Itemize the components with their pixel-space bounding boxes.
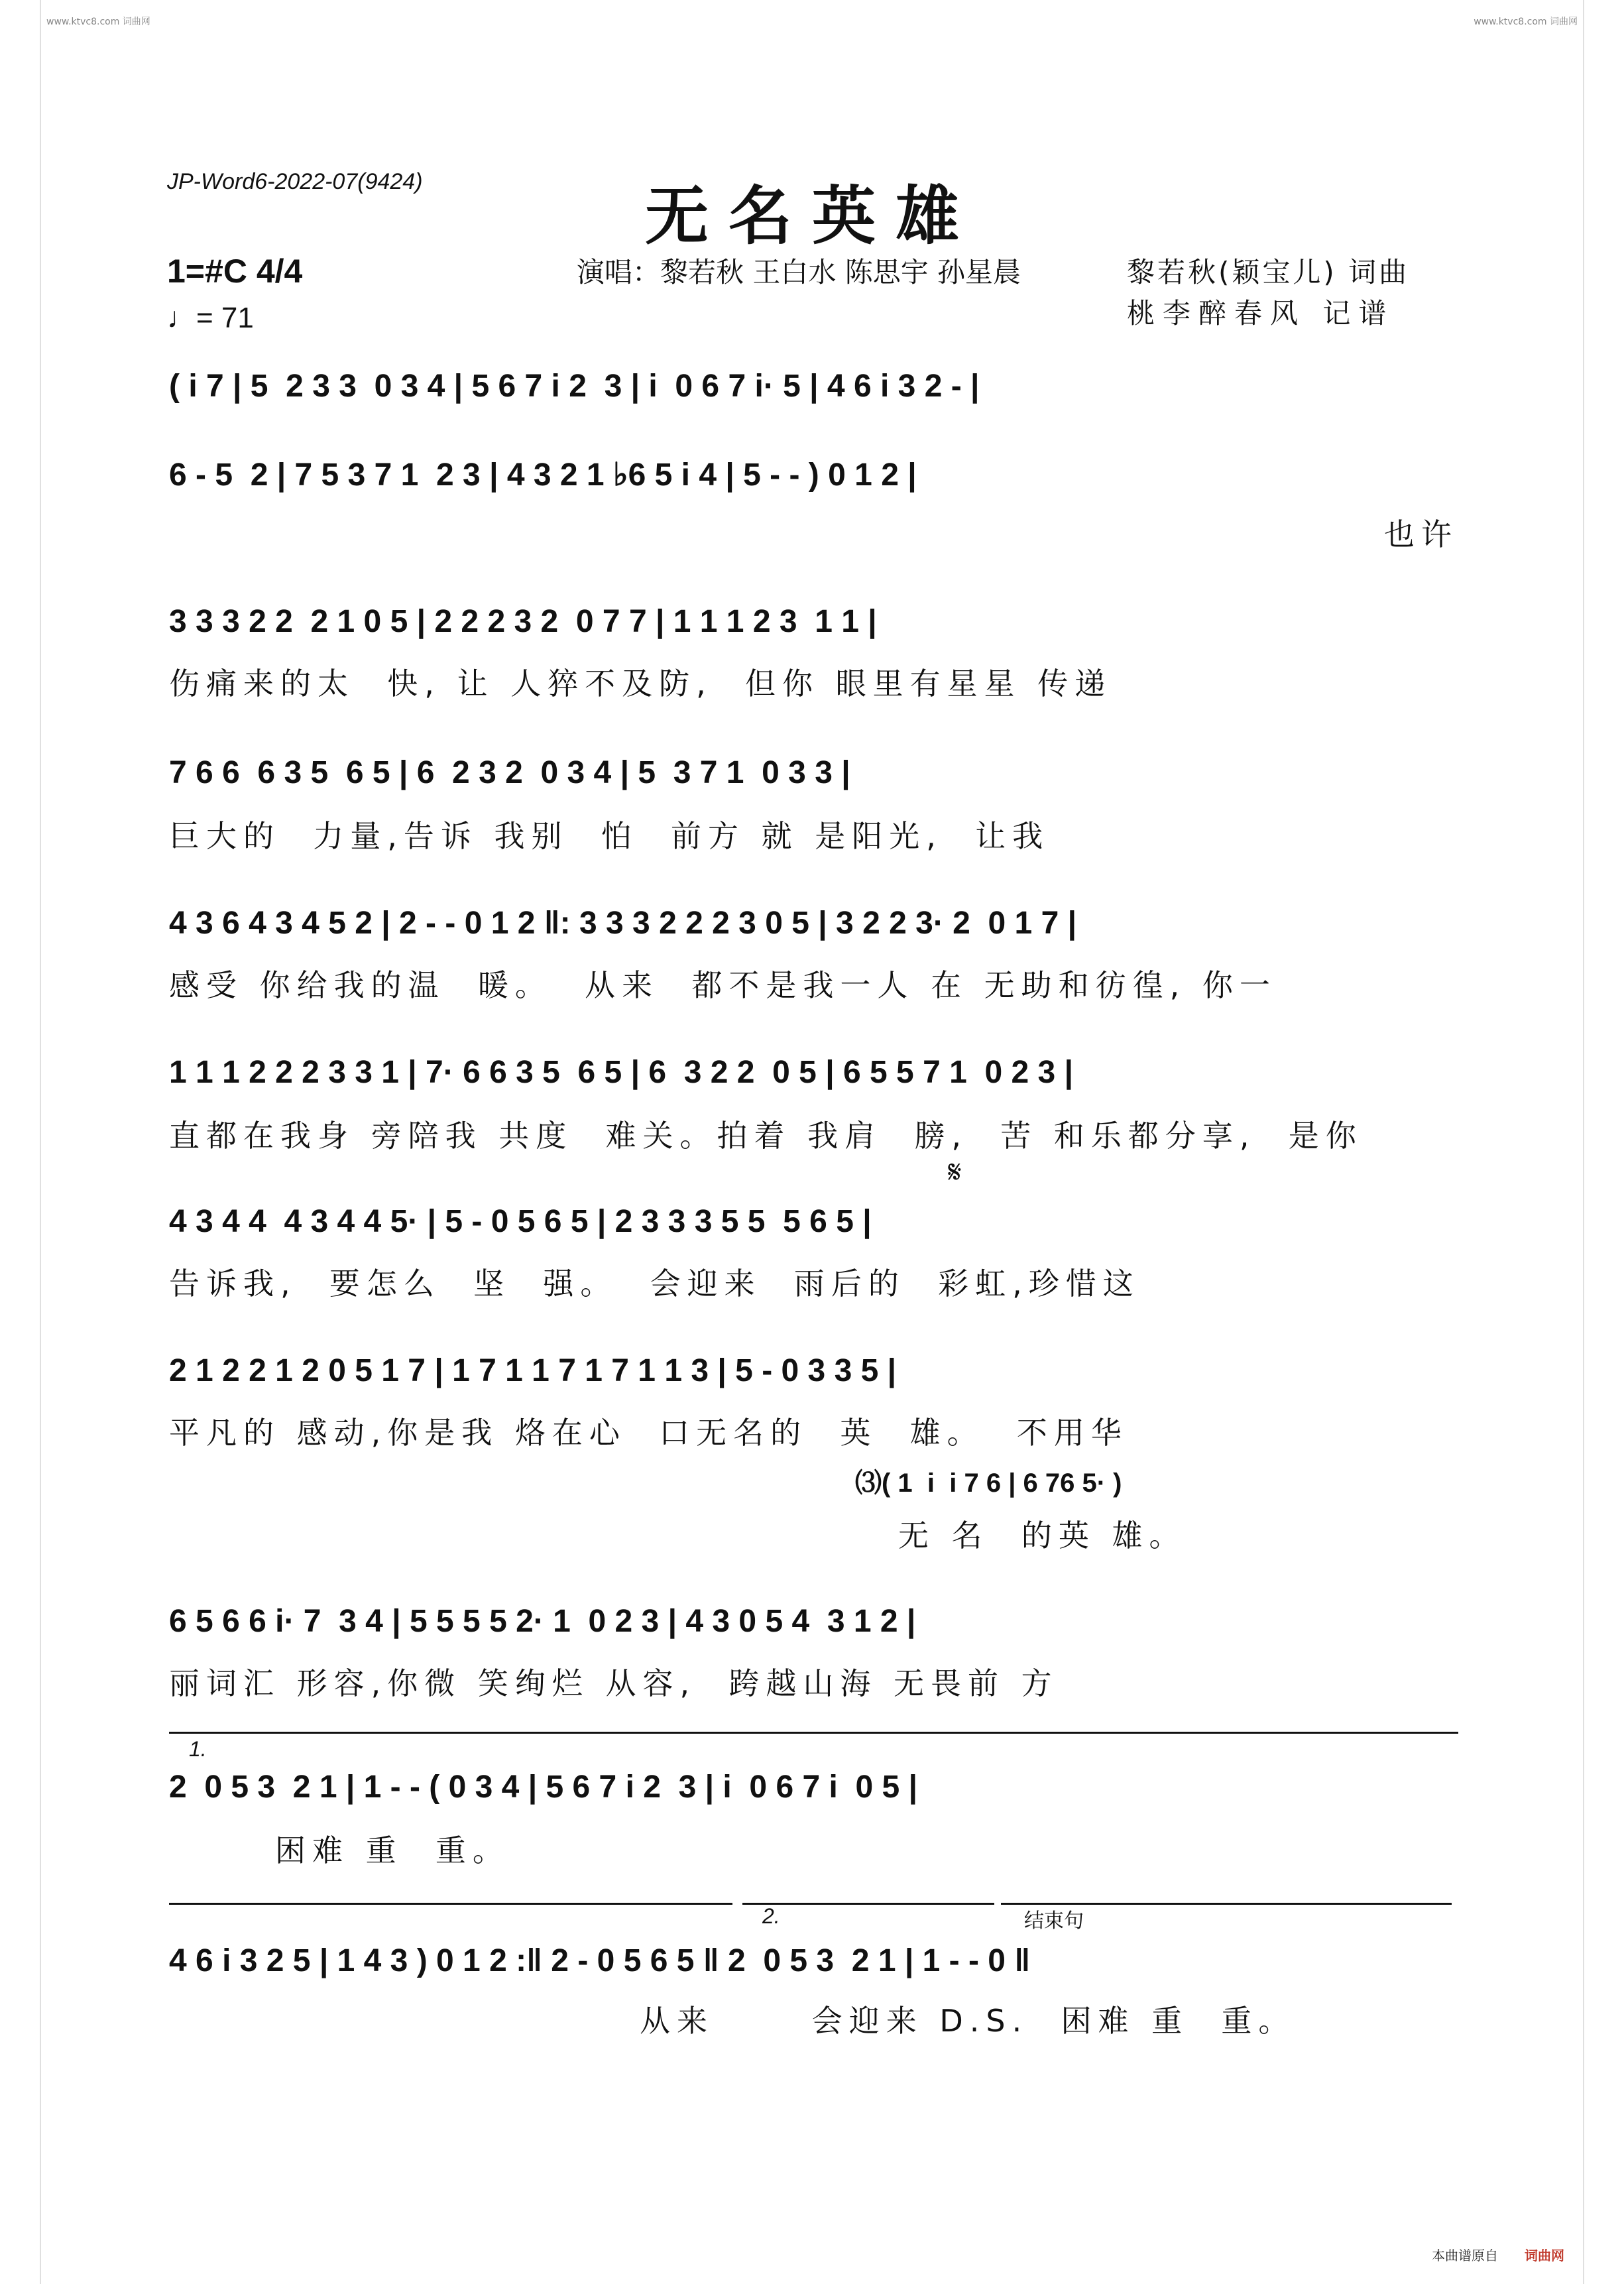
score-line-5-lyrics: 感受 你给我的温 暖。 从来 都不是我一人 在 无助和彷徨, 你一 [169,967,1277,1003]
score-line-11-notes: 4 6 i 3 2 5 | 1 4 3 ) 0 1 2 :‖ 2 - 0 5 6 5 ‖ 2 0 5 3 2 1 | 1 - - 0 ‖ [169,1943,1031,1978]
score-line-9-notes: 6 5 6 6 i· 7 3 4 | 5 5 5 5 2· 1 0 2 3 | 4 3 0 5 4 3 1 2 | [169,1604,916,1639]
score-line-6-lyrics: 直都在我身 旁陪我 共度 难关。拍着 我肩 膀, 苦 和乐都分享, 是你 [169,1118,1363,1154]
score-line-4-lyrics: 巨大的 力量,告诉 我别 怕 前方 就 是阳光, 让我 [169,818,1050,854]
volta-2-bracket [742,1903,994,1905]
score-ossia-notes: ⑶( 1 i i 7 6 | 6 76 5· ) [855,1469,1122,1498]
score-line-10-lyrics: 困难 重 重。 [275,1833,510,1868]
score-line-4-notes: 7 6 6 6 3 5 6 5 | 6 2 3 2 0 3 4 | 5 3 7 1 0 3 3 | [169,755,850,790]
score-line-2-lyrics: 也许 [1384,516,1458,552]
transcriber-credit: 桃李醉春风 记谱 [1127,297,1395,330]
footer-source-text: 本曲谱原自 [1432,2248,1498,2263]
volta-1-label: 1. [189,1737,207,1761]
watermark-top-right: www.ktvc8.com 词曲网 [1474,17,1578,27]
score-line-5-notes: 4 3 6 4 3 4 5 2 | 2 - - 0 1 2 ‖: 3 3 3 2 2 2 3 0 5 | 3 2 2 3· 2 0 1 7 | [169,906,1077,941]
tempo-marking: ♩= 71 [167,302,254,334]
volta-1-bracket [169,1732,1458,1734]
ending-label: 结束句 [1024,1909,1084,1933]
score-line-9-lyrics: 丽词汇 形容,你微 笑绚烂 从容, 跨越山海 无畏前 方 [169,1665,1059,1701]
score-line-3-notes: 3 3 3 2 2 2 1 0 5 | 2 2 2 3 2 0 7 7 | 1 1 1 2 3 1 1 | [169,604,877,639]
watermark-top-left: www.ktvc8.com 词曲网 [46,17,150,27]
score-line-1-notes: ( i 7 | 5 2 3 3 0 3 4 | 5 6 7 i 2 3 | i 0 6 7 i· 5 | 4 6 i 3 2 - | [169,369,980,404]
repeat-section-line [169,1903,732,1905]
source-id: JP-Word6-2022-07(9424) [167,169,423,194]
score-line-2-notes: 6 - 5 2 | 7 5 3 7 1 2 3 | 4 3 2 1 ♭6 5 i 4 | 5 - - ) 0 1 2 | [169,457,917,493]
left-margin-strip [0,0,41,2284]
score-line-8-notes: 2 1 2 2 1 2 0 5 1 7 | 1 7 1 1 7 1 7 1 1 3 | 5 - 0 3 3 5 | [169,1353,897,1388]
right-margin-strip [1583,0,1624,2284]
score-line-7-notes: 4 3 4 4 4 3 4 4 5· | 5 - 0 5 6 5 | 2 3 3 3 5 5 5 6 5 | [169,1204,872,1239]
score-line-11-lyrics: 从来 会迎来 D.S. 困难 重 重。 [640,2003,1296,2039]
score-ossia-lyrics: 无 名 的英 雄。 [898,1518,1187,1553]
score-line-6-notes: 1 1 1 2 2 2 3 3 1 | 7· 6 6 3 5 6 5 | 6 3 2 2 0 5 | 6 5 5 7 1 0 2 3 | [169,1055,1073,1090]
page-title: 无名英雄 [645,178,979,253]
composer-credit: 黎若秋(颖宝儿) 词曲 [1127,256,1410,288]
score-line-10-notes: 2 0 5 3 2 1 | 1 - - ( 0 3 4 | 5 6 7 i 2 3 | i 0 6 7 i 0 5 | [169,1770,918,1805]
score-line-7-lyrics: 告诉我, 要怎么 坚 强。 会迎来 雨后的 彩虹,珍惜这 [169,1266,1140,1301]
singers-credit: 演唱：黎若秋 王白水 陈思宇 孙星晨 [577,256,1021,288]
key-signature: 1=#C 4/4 [167,253,303,290]
score-line-3-lyrics: 伤痛来的太 快, 让 人猝不及防, 但你 眼里有星星 传递 [169,666,1112,701]
segno-sign: 𝄋 [948,1154,962,1191]
score-line-8-lyrics: 平凡的 感动,你是我 烙在心 口无名的 英 雄。 不用华 [169,1415,1128,1451]
volta-2-label: 2. [762,1904,780,1928]
footer-site-logo: 词曲网 [1525,2248,1564,2263]
